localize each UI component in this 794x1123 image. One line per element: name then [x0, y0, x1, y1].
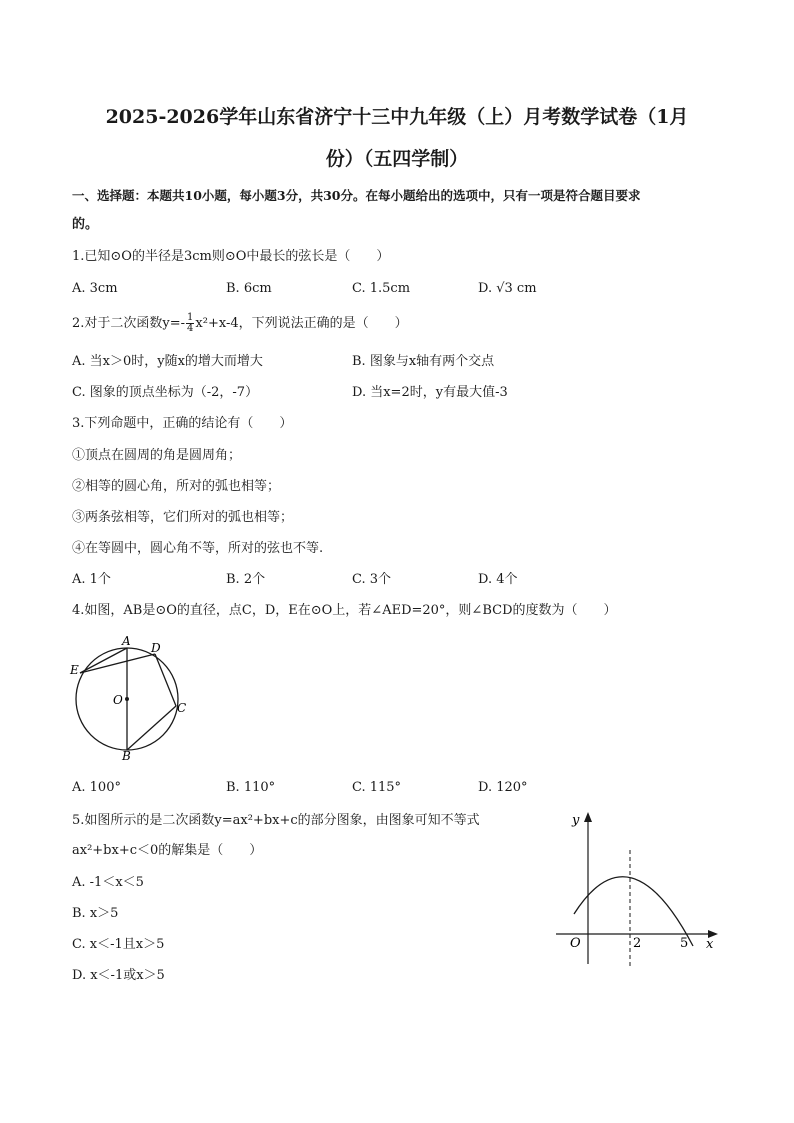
q4-label-b: B — [122, 749, 131, 763]
q3-option-b: B. 2个 — [226, 572, 266, 587]
q1-option-a: A. 3cm — [72, 281, 118, 296]
q4-option-d: D. 120° — [478, 780, 528, 795]
q1-option-c: C. 1.5cm — [352, 281, 411, 296]
q4-label-d: D — [151, 641, 161, 655]
q5-option-d: D. x＜-1或x＞5 — [72, 968, 165, 983]
q5-option-c: C. x＜-1且x＞5 — [72, 937, 165, 952]
q5-y-axis-arrow — [584, 812, 592, 822]
q5-label-x: x — [706, 937, 714, 952]
q2-fraction-numerator: 1 — [187, 312, 194, 323]
question-5-stem-line-2: ax²+bx+c＜0的解集是（ ） — [72, 843, 263, 858]
q1-option-d: D. √3 cm — [478, 281, 537, 296]
q4-chord-dc — [155, 654, 176, 706]
q4-label-e: E — [70, 663, 79, 677]
q5-tick-2: 2 — [633, 936, 642, 951]
q3-statement-4: ④在等圆中，圆心角不等，所对的弦也不等. — [72, 541, 324, 556]
q4-label-o: O — [113, 693, 123, 707]
q4-option-a: A. 100° — [72, 780, 121, 795]
q5-label-origin: O — [570, 936, 581, 951]
q1-option-b: B. 6cm — [226, 281, 272, 296]
q2-fraction-denominator: 4 — [187, 323, 194, 334]
q3-statement-3: ③两条弦相等，它们所对的弧也相等； — [72, 510, 294, 525]
q4-label-a: A — [122, 634, 131, 648]
q5-option-b: B. x＞5 — [72, 906, 119, 921]
q3-statement-1: ①顶点在圆周的角是圆周角； — [72, 448, 242, 463]
q3-option-c: C. 3个 — [352, 572, 392, 587]
q5-label-y: y — [572, 813, 580, 828]
q2-option-b: B. 图象与x轴有两个交点 — [352, 354, 495, 369]
q5-parabola-graph — [552, 806, 722, 972]
q3-option-a: A. 1个 — [72, 572, 111, 587]
q3-option-d: D. 4个 — [478, 572, 518, 587]
section-heading: 一、选择题：本题共10小题，每小题3分，共30分。在每小题给出的选项中，只有一项是符合题目要求 — [72, 188, 641, 203]
q2-stem-suffix: x²+x-4，下列说法正确的是（ ） — [195, 316, 408, 331]
q4-center-point — [125, 697, 129, 701]
q2-stem-prefix: 2.对于二次函数y=- — [72, 316, 186, 331]
q5-option-a: A. -1＜x＜5 — [72, 875, 144, 890]
q2-option-c: C. 图象的顶点坐标为（-2，-7） — [72, 385, 259, 400]
q4-label-c: C — [177, 701, 187, 715]
q2-option-a: A. 当x＞0时，y随x的增大而增大 — [72, 354, 263, 369]
q4-circle-figure — [64, 632, 200, 764]
question-2-stem — [72, 313, 408, 334]
exam-title-line-2: 份）（五四学制） — [325, 148, 469, 170]
q4-chord-ae — [80, 648, 127, 673]
question-3-stem: 3.下列命题中，正确的结论有（ ） — [72, 416, 293, 431]
q2-option-d: D. 当x=2时，y有最大值-3 — [352, 385, 508, 400]
question-1-stem: 1.已知⊙O的半径是3cm则⊙O中最长的弦长是（ ） — [72, 249, 390, 264]
q4-option-c: C. 115° — [352, 780, 402, 795]
q5-tick-5: 5 — [680, 936, 689, 951]
q4-option-b: B. 110° — [226, 780, 276, 795]
q2-fraction — [186, 313, 194, 334]
exam-title-line-1: 2025-2026学年山东省济宁十三中九年级（上）月考数学试卷（1月 — [105, 106, 689, 128]
question-4-stem: 4.如图，AB是⊙O的直径，点C，D，E在⊙O上，若∠AED=20°，则∠BCD的度数为（ ） — [72, 603, 617, 618]
q3-statement-2: ②相等的圆心角，所对的弧也相等； — [72, 479, 281, 494]
section-heading-cont: 的。 — [72, 217, 99, 232]
question-5-stem-line-1: 5.如图所示的是二次函数y=ax²+bx+c的部分图象，由图象可知不等式 — [72, 813, 480, 828]
